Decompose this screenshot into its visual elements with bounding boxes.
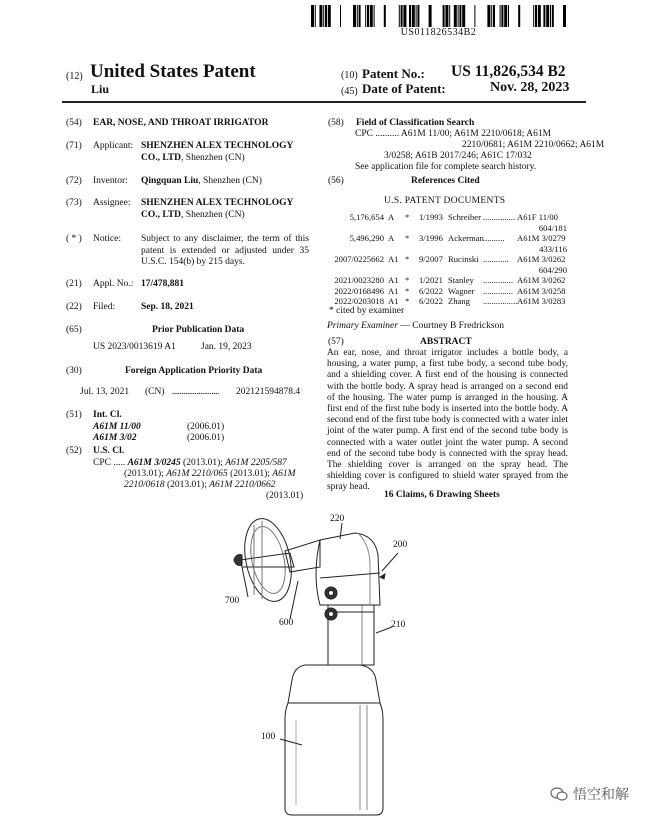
citation-num: 2021/0023280: [334, 275, 384, 285]
code-57: (57): [328, 337, 344, 347]
citation-star: *: [405, 296, 410, 306]
citation-sub: 604/181: [538, 222, 567, 233]
citation-num: 2022/0203018: [334, 296, 384, 306]
barcode-bar: [416, 5, 417, 27]
barcode-bar: [445, 5, 448, 27]
barcode-bar: [319, 5, 322, 27]
citation-num: 2007/0225662: [334, 254, 384, 264]
notice-text: Subject to any disclaimer, the term of this patent is extended or adjusted under 35 U.S.C. 154(b) by 215 days.: [141, 234, 309, 267]
ref-200: 200: [393, 540, 408, 550]
citation-date: 9/2007: [419, 254, 443, 264]
us-patent-documents-heading: U.S. PATENT DOCUMENTS: [384, 196, 506, 206]
barcode-bar: [357, 5, 358, 27]
code-10: (10): [341, 70, 358, 81]
intcl-version-2: (2006.01): [187, 433, 225, 443]
citation-kind: A: [388, 233, 395, 243]
patent-title: EAR, NOSE, AND THROAT IRRIGATOR: [93, 118, 269, 128]
citation-dots: ...............: [483, 212, 516, 222]
barcode-bar: [417, 5, 419, 27]
header-rule: [62, 101, 586, 103]
citation-star: *: [405, 275, 410, 285]
code-30: (30): [66, 366, 82, 376]
barcode-bar: [458, 5, 459, 27]
references-heading: References Cited: [411, 176, 480, 186]
citation-cls: A61F 11/00: [517, 212, 558, 222]
date-label: Date of Patent:: [362, 81, 446, 96]
uscl-line-1: CPC ..... A61M 3/0245 (2013.01); A61M 2205/587: [93, 458, 287, 468]
barcode-bar: [374, 5, 375, 27]
barcode-bar: [429, 5, 432, 27]
foreign-date: Jul. 13, 2021: [80, 387, 130, 397]
barcode-bar: [462, 5, 465, 27]
ref-210: 210: [391, 620, 406, 630]
code-52: (52): [66, 446, 82, 456]
assignee-value: SHENZHEN ALEX TECHNOLOGY CO., LTD, Shenzhen (CN): [141, 198, 294, 220]
barcode-bar: [367, 5, 369, 27]
foreign-country: (CN): [145, 387, 165, 397]
citation-kind: A1: [388, 275, 399, 285]
barcode-bar: [491, 5, 492, 27]
barcode-bar: [493, 5, 495, 27]
barcode-bar: [365, 5, 366, 27]
citation-kind: A1: [388, 285, 399, 296]
citation-dots: ..............: [483, 285, 514, 296]
barcode-bar: [340, 5, 341, 27]
citation-dots: ............: [483, 254, 509, 264]
citation-num: 5,176,654: [349, 212, 384, 222]
barcode-bar: [533, 5, 534, 27]
code-21: (21): [66, 279, 82, 289]
citation-dots: ..........: [483, 233, 505, 243]
appl-label: Appl. No.:: [93, 279, 134, 289]
prior-pub-heading: Prior Publication Data: [152, 325, 245, 335]
citation-date: 1/2021: [419, 275, 443, 285]
barcode-bar: [538, 5, 541, 27]
filed-label: Filed:: [93, 302, 116, 312]
inventor-label: Inventor:: [93, 176, 128, 186]
uscl-line-3: 2210/0618 (2013.01); A61M 2210/0662: [124, 480, 276, 490]
assignee-label: Assignee:: [93, 198, 131, 208]
barcode-bar: [412, 5, 415, 27]
citation-cls: A61M 3/0258: [517, 285, 566, 296]
barcode-bar: [449, 5, 450, 27]
abstract-heading: ABSTRACT: [420, 337, 472, 347]
barcode-bar: [370, 5, 373, 27]
barcode-bar: [535, 5, 537, 27]
barcode-bar: [328, 5, 331, 27]
citation-sub: 433/116: [539, 243, 567, 254]
citation-sub: 604/290: [538, 264, 567, 275]
foreign-priority-heading: Foreign Application Priority Data: [125, 366, 263, 376]
citation-dots: ..............: [483, 275, 514, 285]
barcode-bar: [459, 5, 461, 27]
citation-star: *: [405, 285, 410, 296]
prior-pub-number: US 2023/0013619 A1: [93, 342, 176, 352]
patent-date: Nov. 28, 2023: [490, 80, 570, 95]
citation-star: *: [405, 254, 410, 264]
citation-cls: A61M 3/0283: [517, 296, 566, 306]
barcode-bar: [550, 5, 551, 27]
barcode-bar: [403, 5, 406, 27]
watermark-text: 悟空和解: [573, 787, 629, 803]
code-22: (22): [66, 302, 82, 312]
barcode-bar: [543, 5, 545, 27]
citation-date: 1/1993: [419, 212, 443, 222]
citation-num: 2022/0168496: [334, 285, 384, 296]
primary-examiner: Primary Examiner — Courtney B Fredrickson: [327, 321, 505, 331]
barcode-bar: [353, 5, 356, 27]
field-search-heading: Field of Classification Search: [356, 118, 475, 128]
barcode-bar: [325, 5, 327, 27]
citation-kind: A1: [388, 296, 399, 306]
code-12: (12): [66, 71, 83, 82]
barcode-bar: [359, 5, 361, 27]
barcode-bar: [311, 5, 314, 27]
uscl-line-2: (2013.01); A61M 2210/065 (2013.01); A61M: [124, 469, 296, 479]
citation-date: 3/1996: [419, 233, 443, 243]
intcl-heading: Int. Cl.: [93, 410, 122, 420]
watermark: [550, 784, 629, 804]
cited-by-examiner: * cited by examiner: [329, 306, 405, 316]
bottle-body: [285, 665, 383, 815]
barcode-bar: [401, 5, 403, 27]
field-search-line-1: CPC .......... A61M 11/00; A61M 2210/0618; A61M: [355, 129, 552, 139]
barcode-bar: [546, 5, 549, 27]
field-search-line-4: See application file for complete search history.: [355, 162, 537, 172]
claims-summary: 16 Claims, 6 Drawing Sheets: [384, 490, 500, 500]
barcode-bar: [487, 5, 490, 27]
citation-cls: A61M 3/0262: [517, 275, 566, 285]
citation-cls: A61M 3/0279: [517, 233, 566, 243]
wechat-icon: [550, 787, 568, 801]
barcode-bar: [501, 5, 503, 27]
inventor-value: Qingquan Liu, Shenzhen (CN): [141, 176, 262, 186]
notice-label: Notice:: [93, 234, 121, 244]
barcode-bar: [399, 5, 400, 27]
code-51: (51): [66, 410, 82, 420]
uscl-heading: U.S. Cl.: [93, 446, 125, 456]
barcode-bar: [518, 5, 520, 27]
barcode-bar: [454, 5, 457, 27]
barcode-bar: [474, 5, 475, 27]
ref-700: 700: [225, 596, 240, 606]
appl-number: 17/478,881: [141, 279, 185, 289]
code-71: (71): [66, 141, 82, 151]
uscl-line-4: (2013.01): [266, 491, 304, 501]
code-72: (72): [66, 176, 82, 186]
intcl-class-2: A61M 3/02: [93, 433, 137, 443]
code-58: (58): [328, 118, 344, 128]
citation-name: Stanley: [448, 275, 474, 285]
barcode-bar: [443, 5, 445, 27]
ref-100: 100: [261, 732, 276, 742]
applicant-value: SHENZHEN ALEX TECHNOLOGY CO., LTD, Shenzhen (CN): [141, 141, 294, 163]
barcode-bar: [323, 5, 324, 27]
citation-dots: ................: [483, 296, 518, 306]
citation-name: Ackerman: [448, 233, 484, 243]
citation-kind: A: [388, 212, 395, 222]
abstract-text: An ear, nose, and throat irrigator includes a bottle body, a housing, a water pump, a first tube body, a second tube body, and a shielding cover. A first end of the housing is connected with the bottle body. A spray head is arranged on a second end of the housing. The water pump is arranged in the housing. A first end of the first tube body is inserted into the bottle body. A second end of the first tube body is connected with a water inlet joint of the water pump. A first end of the second tube body is connected with a water outlet joint the water pump. A second end of the second tube body is connected with the spray head. The shielding cover is arranged on the spray head. The shielding cover is configured to shield water sprayed from the spray head.: [327, 348, 568, 493]
barcode-bar: [563, 5, 566, 27]
citation-cls: A61M 3/0262: [517, 254, 566, 264]
ref-600: 600: [279, 618, 294, 628]
intcl-version-1: (2006.01): [187, 422, 225, 432]
device-drawing: [210, 505, 430, 820]
patent-no-label: Patent No.:: [362, 66, 425, 81]
code-73: (73): [66, 198, 82, 208]
citation-name: Rucinski: [448, 254, 479, 264]
ref-220: 220: [330, 514, 345, 524]
barcode-bar: [552, 5, 554, 27]
barcode-bar: [508, 5, 509, 27]
citation-num: 5,496,290: [349, 233, 384, 243]
citation-name: Schreiber: [448, 212, 481, 222]
foreign-dots: .........................: [172, 387, 219, 397]
barcode-bar: [409, 5, 411, 27]
filed-date: Sep. 18, 2021: [141, 302, 194, 312]
field-search-line-2: 2210/0681; A61M 2210/0662; A61M: [462, 140, 605, 150]
citation-kind: A1: [388, 254, 399, 264]
field-search-line-3: 3/0258; A61B 2017/246; A61C 17/032: [384, 151, 532, 161]
patent-type: United States Patent: [90, 61, 256, 82]
citation-date: 6/2022: [419, 285, 443, 296]
patent-number: US 11,826,534 B2: [451, 63, 566, 80]
barcode-bar: [500, 5, 501, 27]
intcl-class-1: A61M 11/00: [93, 422, 141, 432]
barcode-bar: [504, 5, 507, 27]
code-56: (56): [328, 176, 344, 186]
barcode-bar: [384, 5, 386, 27]
citation-star: *: [405, 233, 410, 243]
foreign-number: 202121594878.4: [236, 387, 301, 397]
citation-name: Zhang: [448, 296, 470, 306]
applicant-label: Applicant:: [93, 141, 134, 151]
publication-number: US011826534B2: [400, 27, 477, 38]
code-45: (45): [341, 86, 358, 97]
inventor-lastname: Liu: [91, 82, 110, 96]
code-65: (65): [66, 325, 82, 335]
barcode-bar: [315, 5, 316, 27]
citation-star: *: [405, 212, 410, 222]
code-notice: ( * ): [66, 234, 82, 244]
code-54: (54): [66, 118, 82, 128]
prior-pub-date: Jan. 19, 2023: [201, 342, 252, 352]
barcode: [311, 5, 566, 27]
citation-date: 6/2022: [419, 296, 443, 306]
citation-name: Wagner: [448, 285, 475, 296]
